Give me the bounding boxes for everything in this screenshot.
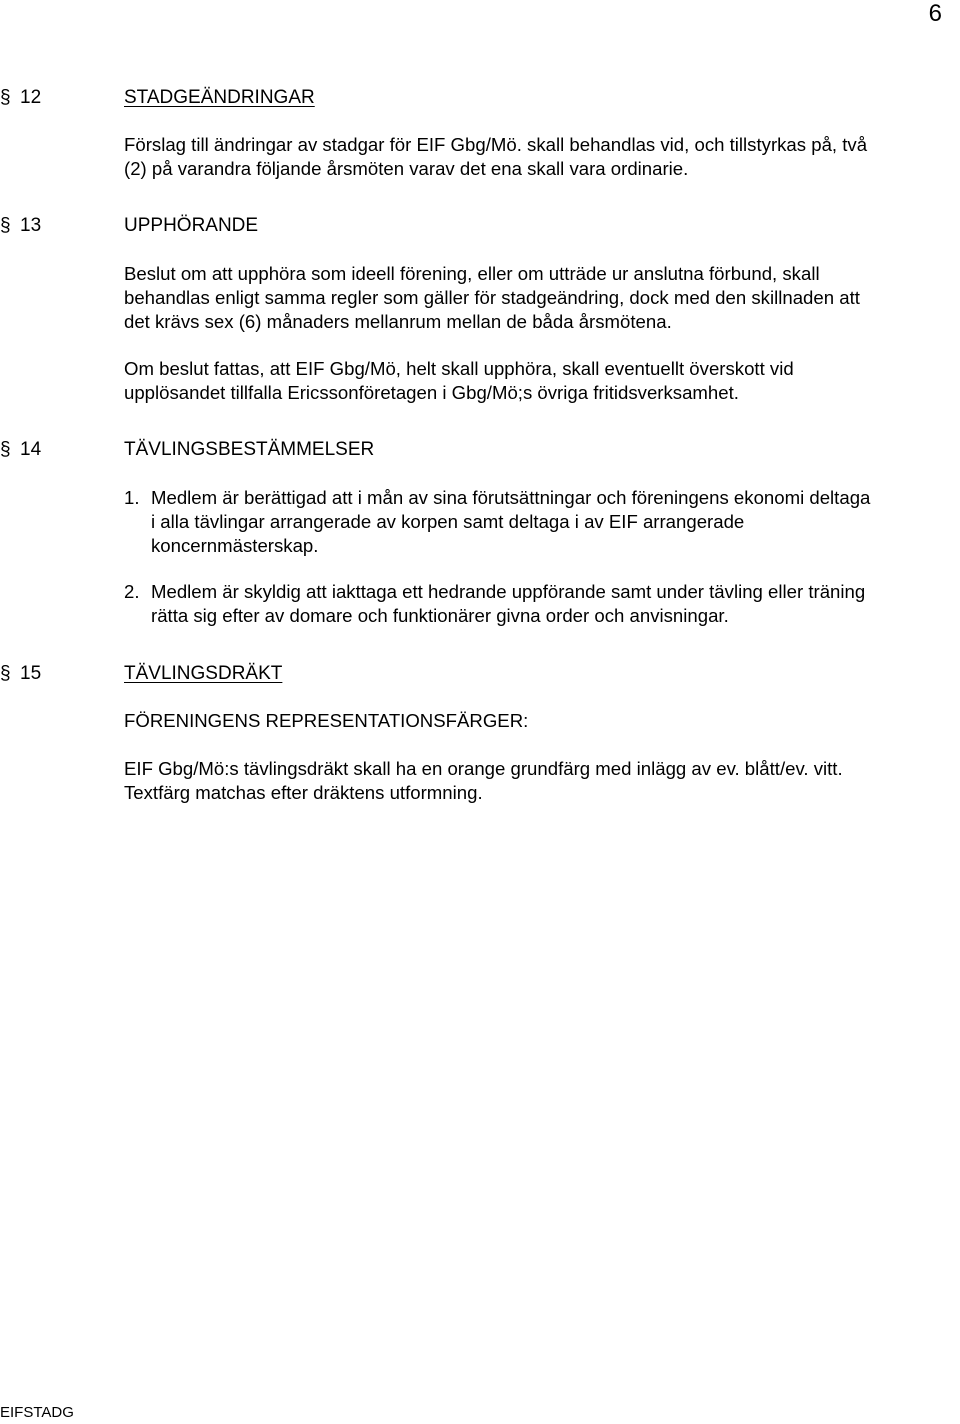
text-line: (2) på varandra följande årsmöten varav det ena skall vara ordinarie. (124, 158, 689, 179)
section-15-paragraph (124, 757, 960, 805)
section-number-14: 14 (20, 439, 42, 460)
section-12-paragraph (124, 133, 960, 181)
section-number-13: 13 (20, 215, 42, 236)
list-number: 1. (124, 487, 140, 508)
list-number: 2. (124, 581, 140, 602)
text-line: Medlem är berättigad att i mån av sina förutsättningar och föreningens ekonomi deltaga (151, 487, 871, 508)
text-line: behandlas enligt samma regler som gäller för stadgeändring, dock med den skillnaden att (124, 287, 860, 308)
section-title-15: TÄVLINGSDRÄKT (124, 663, 283, 684)
list-item (124, 486, 960, 558)
text-line: Beslut om att upphöra som ideell förening, eller om utträde ur anslutna förbund, skall (124, 263, 820, 284)
list-item (124, 580, 960, 628)
section-mark-14: § (0, 439, 11, 460)
section-number-15: 15 (20, 663, 42, 684)
section-title-13: UPPHÖRANDE (124, 215, 259, 236)
section-mark-13: § (0, 215, 11, 236)
section-13-paragraph-1 (124, 262, 960, 334)
list-text (151, 486, 960, 558)
text-line: EIF Gbg/Mö:s tävlingsdräkt skall ha en orange grundfärg med inlägg av ev. blått/ev. vitt. (124, 758, 843, 779)
section-mark-12: § (0, 87, 11, 108)
text-line: i alla tävlingar arrangerade av korpen samt deltaga i av EIF arrangerade (151, 511, 745, 532)
text-line: upplösandet tillfalla Ericssonföretagen i Gbg/Mö;s övriga fritidsverksamhet. (124, 382, 739, 403)
text-line: Medlem är skyldig att iakttaga ett hedrande uppförande samt under tävling eller träning (151, 581, 866, 602)
section-mark-15: § (0, 663, 11, 684)
section-title-14: TÄVLINGSBESTÄMMELSER (124, 439, 375, 460)
text-line: Förslag till ändringar av stadgar för EIF Gbg/Mö. skall behandlas vid, och tillstyrkas på, två (124, 134, 868, 155)
text-line: Om beslut fattas, att EIF Gbg/Mö, helt skall upphöra, skall eventuellt överskott vid (124, 358, 794, 379)
text-line: rätta sig efter av domare och funktionärer givna order och anvisningar. (151, 605, 729, 626)
page-number: 6 (928, 0, 942, 27)
text-line: koncernmästerskap. (151, 535, 319, 556)
list-text (151, 580, 960, 628)
footer-label: EIFSTADG (0, 1404, 74, 1421)
text-line: Textfärg matchas efter dräktens utformning. (124, 782, 483, 803)
section-title-12: STADGEÄNDRINGAR (124, 87, 315, 108)
section-13-paragraph-2 (124, 357, 960, 405)
text-line: det krävs sex (6) månaders mellanrum mellan de båda årsmötena. (124, 311, 672, 332)
section-number-12: 12 (20, 87, 42, 108)
section-15-subheading: FÖRENINGENS REPRESENTATIONSFÄRGER: (124, 710, 529, 731)
